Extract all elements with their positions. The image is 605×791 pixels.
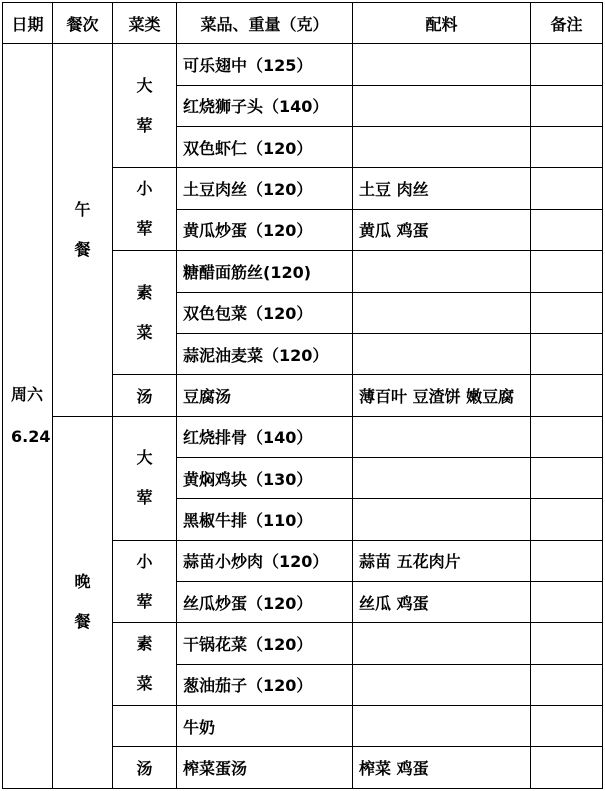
dish-name: 牛奶 — [177, 706, 353, 747]
dish-name: 干锅花菜（120） — [177, 623, 353, 664]
dish-ingredients: 黄瓜 鸡蛋 — [353, 209, 531, 250]
dish-ingredients — [353, 85, 531, 126]
dish-name: 榨菜蛋汤 — [177, 747, 353, 789]
dish-name: 双色包菜（120） — [177, 292, 353, 333]
category-dinner-big-meat: 大 荤 — [113, 416, 177, 540]
dish-notes — [531, 706, 603, 747]
meal-dinner: 晚 餐 — [53, 416, 113, 788]
dish-ingredients — [353, 706, 531, 747]
category-dinner-vegetable: 素 菜 — [113, 623, 177, 706]
dish-notes — [531, 251, 603, 292]
dish-notes — [531, 457, 603, 498]
dish-notes — [531, 499, 603, 540]
weekday: 周六 — [11, 385, 44, 405]
header-notes: 备注 — [531, 3, 603, 44]
dish-ingredients — [353, 457, 531, 498]
dish-notes — [531, 375, 603, 416]
dish-ingredients — [353, 664, 531, 705]
date-cell — [3, 44, 53, 789]
dish-ingredients — [353, 127, 531, 168]
dish-ingredients — [353, 623, 531, 664]
dish-notes — [531, 664, 603, 705]
header-meal: 餐次 — [53, 3, 113, 44]
category-dinner-milk — [113, 706, 177, 747]
dish-notes — [531, 44, 603, 85]
dish-name: 土豆肉丝（120） — [177, 168, 353, 209]
dish-ingredients: 榨菜 鸡蛋 — [353, 747, 531, 789]
menu-table — [2, 2, 603, 789]
dish-notes — [531, 209, 603, 250]
dish-name: 蒜泥油麦菜（120） — [177, 333, 353, 374]
dish-ingredients: 丝瓜 鸡蛋 — [353, 582, 531, 623]
category-lunch-big-meat: 大 荤 — [113, 44, 177, 168]
header-row — [3, 3, 603, 44]
dish-ingredients — [353, 333, 531, 374]
category-dinner-soup: 汤 — [113, 747, 177, 789]
category-lunch-vegetable: 素 菜 — [113, 251, 177, 375]
meal-lunch: 午 餐 — [53, 44, 113, 416]
dish-notes — [531, 85, 603, 126]
dish-name: 黄瓜炒蛋（120） — [177, 209, 353, 250]
dish-ingredients — [353, 251, 531, 292]
dish-ingredients: 蒜苗 五花肉片 — [353, 540, 531, 581]
category-lunch-soup: 汤 — [113, 375, 177, 416]
header-dish: 菜品、重量（克） — [177, 3, 353, 44]
dish-name: 红烧排骨（140） — [177, 416, 353, 457]
dish-notes — [531, 416, 603, 457]
dish-name: 黑椒牛排（110） — [177, 499, 353, 540]
dish-notes — [531, 582, 603, 623]
dish-notes — [531, 623, 603, 664]
dish-notes — [531, 168, 603, 209]
dish-name: 双色虾仁（120） — [177, 127, 353, 168]
header-date: 日期 — [3, 3, 53, 44]
dish-ingredients — [353, 292, 531, 333]
dish-name: 蒜苗小炒肉（120） — [177, 540, 353, 581]
date-value: 6.24 — [11, 427, 51, 447]
table-row — [3, 416, 603, 457]
dish-name: 糖醋面筋丝(120) — [177, 251, 353, 292]
header-ingredients: 配料 — [353, 3, 531, 44]
dish-name: 葱油茄子（120） — [177, 664, 353, 705]
dish-ingredients: 土豆 肉丝 — [353, 168, 531, 209]
dish-name: 红烧狮子头（140） — [177, 85, 353, 126]
category-dinner-small-meat: 小 荤 — [113, 540, 177, 623]
dish-ingredients — [353, 416, 531, 457]
dish-name: 可乐翅中（125） — [177, 44, 353, 85]
dish-notes — [531, 540, 603, 581]
dish-notes — [531, 333, 603, 374]
dish-name: 黄焖鸡块（130） — [177, 457, 353, 498]
dish-ingredients: 薄百叶 豆渣饼 嫩豆腐 — [353, 375, 531, 416]
dish-notes — [531, 127, 603, 168]
dish-name: 丝瓜炒蛋（120） — [177, 582, 353, 623]
dish-ingredients — [353, 499, 531, 540]
dish-ingredients — [353, 44, 531, 85]
dish-notes — [531, 292, 603, 333]
dish-name: 豆腐汤 — [177, 375, 353, 416]
dish-notes — [531, 747, 603, 789]
category-lunch-small-meat: 小 荤 — [113, 168, 177, 251]
header-category: 菜类 — [113, 3, 177, 44]
table-row — [3, 44, 603, 85]
